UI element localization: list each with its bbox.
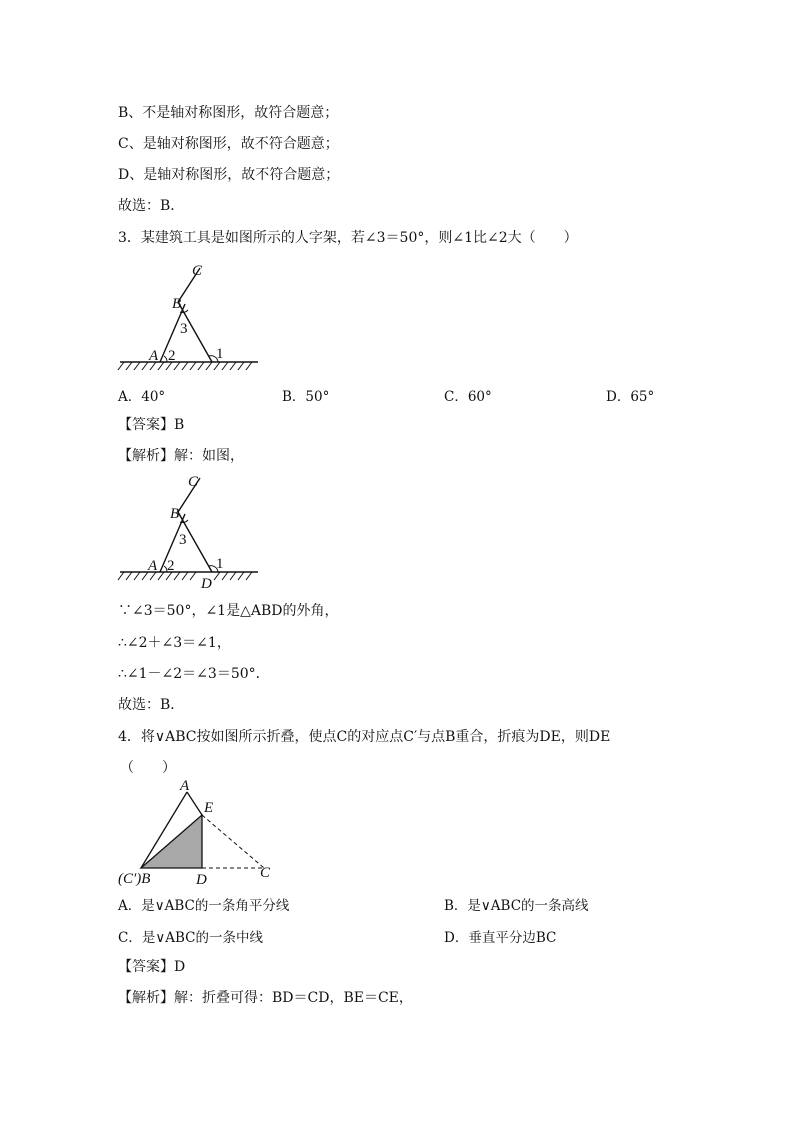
q3-figure [112,262,262,372]
q3-step-1: ∵∠3＝50°，∠1是△ABD的外角， [118,603,339,619]
q3-solution-figure [112,472,262,592]
q4-label-cb: (C′)B [118,871,151,887]
q4-option-b: B．是∨ABC的一条高线 [444,898,589,914]
q4-answer: 【答案】D [118,959,186,975]
q3-step-3: ∴∠1－∠2＝∠3＝50°． [118,666,270,682]
q3-sol-label-1: 1 [216,556,224,572]
q3-label-a: A [149,348,159,364]
q3-sol-label-2: 2 [167,558,175,574]
q3-answer: 【答案】B [118,417,185,433]
text-prev-conclusion: 故选：B． [118,198,185,214]
q3-sol-label-b: B [170,506,180,522]
q3-conclusion: 故选：B． [118,697,185,713]
q3-sol-label-a: A [148,558,158,574]
q4-stem: 4．将∨ABC按如图所示折叠，使点C的对应点C′与点B重合，折痕为DE，则DE [118,729,611,745]
q3-analysis-intro: 【解析】解：如图， [118,448,244,464]
text-c-option: C、是轴对称图形，故不符合题意； [118,136,339,152]
q3-option-c: C．60° [444,389,492,405]
q3-stem: 3．某建筑工具是如图所示的人字架，若∠3＝50°，则∠1比∠2大（ ） [118,230,578,246]
q4-analysis: 【解析】解：折叠可得：BD＝CD，BE＝CE， [118,990,413,1006]
q4-label-a: A [180,778,190,794]
q3-option-b: B．50° [282,389,330,405]
q4-option-c: C．是∨ABC的一条中线 [118,930,263,946]
q3-option-d: D．65° [606,389,655,405]
q3-sol-label-d: D [201,576,212,592]
q4-figure [116,780,296,890]
q3-label-3: 3 [180,321,188,337]
q3-label-1: 1 [216,346,224,362]
q4-option-a: A．是∨ABC的一条角平分线 [118,898,290,914]
q3-option-a: A．40° [118,389,166,405]
text-b-option: B、不是轴对称图形，故符合题意； [118,105,339,121]
q3-label-b: B [172,296,182,312]
q4-option-d: D．垂直平分边BC [444,930,557,946]
q3-sol-label-3: 3 [179,532,187,548]
q3-label-2: 2 [168,348,176,364]
q4-label-d: D [196,872,207,888]
q4-label-c: C [260,865,271,881]
q4-label-e: E [204,800,214,816]
text-d-option: D、是轴对称图形，故不符合题意； [118,167,340,183]
q4-stem-paren: （ ） [120,760,176,776]
q3-label-c: C [192,263,203,279]
q3-step-2: ∴∠2＋∠3＝∠1， [118,635,231,651]
q3-sol-label-c: C [188,474,199,490]
